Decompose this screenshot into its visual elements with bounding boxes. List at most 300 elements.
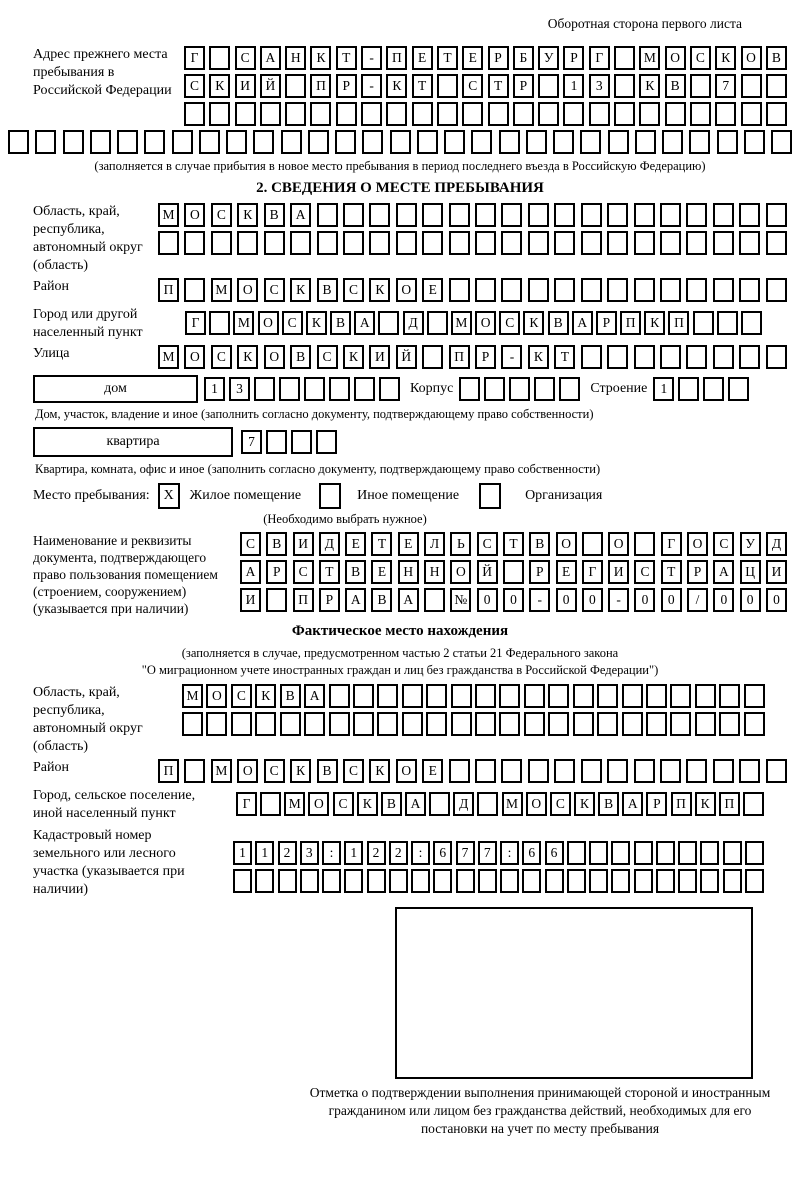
char-cell[interactable] — [581, 345, 602, 369]
char-cell[interactable] — [184, 759, 205, 783]
char-cell[interactable]: В — [330, 311, 351, 335]
char-cell[interactable]: О — [396, 759, 417, 783]
char-cell[interactable] — [343, 203, 364, 227]
char-cell[interactable]: П — [310, 74, 331, 98]
char-cell[interactable] — [581, 759, 602, 783]
char-cell[interactable] — [426, 712, 447, 736]
char-cell[interactable] — [266, 430, 287, 454]
char-cell[interactable] — [317, 231, 338, 255]
char-cell[interactable]: Б — [513, 46, 534, 70]
char-cell[interactable]: Т — [554, 345, 575, 369]
char-cell[interactable]: И — [369, 345, 390, 369]
char-cell[interactable]: 1 — [255, 841, 274, 865]
char-cell[interactable]: К — [255, 684, 276, 708]
char-cell[interactable] — [665, 102, 686, 126]
char-cell[interactable] — [678, 869, 697, 893]
char-cell[interactable] — [739, 759, 760, 783]
char-cell[interactable] — [335, 130, 356, 154]
char-cell[interactable] — [478, 869, 497, 893]
char-cell[interactable]: Т — [437, 46, 458, 70]
char-cell[interactable]: Р — [646, 792, 667, 816]
char-cell[interactable] — [456, 869, 475, 893]
char-cell[interactable] — [475, 684, 496, 708]
char-cell[interactable] — [322, 869, 341, 893]
char-cell[interactable] — [634, 759, 655, 783]
char-cell[interactable]: 0 — [477, 588, 498, 612]
char-cell[interactable] — [741, 102, 762, 126]
char-cell[interactable]: Й — [260, 74, 281, 98]
char-cell[interactable]: О — [237, 759, 258, 783]
char-cell[interactable]: К — [644, 311, 665, 335]
char-cell[interactable]: Ц — [740, 560, 761, 584]
char-cell[interactable] — [501, 203, 522, 227]
char-cell[interactable] — [475, 759, 496, 783]
char-cell[interactable] — [231, 712, 252, 736]
char-cell[interactable] — [686, 345, 707, 369]
char-cell[interactable]: К — [310, 46, 331, 70]
char-cell[interactable] — [475, 231, 496, 255]
char-cell[interactable] — [660, 278, 681, 302]
char-cell[interactable]: С — [211, 345, 232, 369]
char-cell[interactable] — [501, 759, 522, 783]
char-cell[interactable] — [329, 377, 350, 401]
char-cell[interactable]: Р — [336, 74, 357, 98]
char-cell[interactable] — [90, 130, 111, 154]
char-cell[interactable]: Д — [453, 792, 474, 816]
char-cell[interactable] — [686, 203, 707, 227]
char-cell[interactable] — [308, 130, 329, 154]
char-cell[interactable] — [741, 74, 762, 98]
char-cell[interactable]: О — [665, 46, 686, 70]
char-cell[interactable]: 6 — [433, 841, 452, 865]
char-cell[interactable]: 6 — [522, 841, 541, 865]
char-cell[interactable]: Г — [582, 560, 603, 584]
char-cell[interactable] — [538, 102, 559, 126]
char-cell[interactable]: И — [240, 588, 261, 612]
char-cell[interactable]: Г — [185, 311, 206, 335]
char-cell[interactable]: В — [665, 74, 686, 98]
char-cell[interactable] — [255, 712, 276, 736]
char-cell[interactable] — [567, 841, 586, 865]
char-cell[interactable]: П — [620, 311, 641, 335]
char-cell[interactable] — [634, 869, 653, 893]
char-cell[interactable] — [634, 532, 655, 556]
char-cell[interactable] — [462, 102, 483, 126]
char-cell[interactable]: О — [184, 345, 205, 369]
char-cell[interactable] — [488, 102, 509, 126]
char-cell[interactable]: С — [690, 46, 711, 70]
char-cell[interactable]: - — [361, 74, 382, 98]
char-cell[interactable] — [554, 759, 575, 783]
char-cell[interactable] — [656, 869, 675, 893]
char-cell[interactable]: В — [371, 588, 392, 612]
char-cell[interactable] — [209, 46, 230, 70]
char-cell[interactable] — [280, 712, 301, 736]
char-cell[interactable] — [563, 102, 584, 126]
char-cell[interactable]: Г — [236, 792, 257, 816]
char-cell[interactable]: С — [282, 311, 303, 335]
char-cell[interactable] — [449, 231, 470, 255]
char-cell[interactable]: А — [622, 792, 643, 816]
char-cell[interactable]: П — [668, 311, 689, 335]
char-cell[interactable]: С — [211, 203, 232, 227]
char-cell[interactable] — [471, 130, 492, 154]
char-cell[interactable]: К — [343, 345, 364, 369]
char-cell[interactable] — [548, 684, 569, 708]
char-cell[interactable]: А — [398, 588, 419, 612]
char-cell[interactable] — [206, 712, 227, 736]
char-cell[interactable]: К — [306, 311, 327, 335]
char-cell[interactable] — [316, 430, 337, 454]
char-cell[interactable]: Р — [266, 560, 287, 584]
char-cell[interactable] — [554, 278, 575, 302]
char-cell[interactable]: С — [343, 759, 364, 783]
char-cell[interactable]: 2 — [278, 841, 297, 865]
char-cell[interactable]: Д — [319, 532, 340, 556]
char-cell[interactable]: И — [608, 560, 629, 584]
char-cell[interactable] — [690, 74, 711, 98]
char-cell[interactable] — [634, 231, 655, 255]
char-cell[interactable] — [304, 377, 325, 401]
char-cell[interactable] — [300, 869, 319, 893]
char-cell[interactable]: П — [719, 792, 740, 816]
char-cell[interactable]: К — [715, 46, 736, 70]
char-cell[interactable]: П — [293, 588, 314, 612]
char-cell[interactable] — [172, 130, 193, 154]
char-cell[interactable] — [402, 712, 423, 736]
char-cell[interactable] — [713, 278, 734, 302]
char-cell[interactable] — [719, 712, 740, 736]
char-cell[interactable]: Д — [403, 311, 424, 335]
char-cell[interactable]: М — [451, 311, 472, 335]
char-cell[interactable] — [581, 203, 602, 227]
char-cell[interactable] — [744, 684, 765, 708]
char-cell[interactable]: - — [361, 46, 382, 70]
char-cell[interactable]: Е — [398, 532, 419, 556]
char-cell[interactable]: О — [450, 560, 471, 584]
char-cell[interactable] — [646, 684, 667, 708]
char-cell[interactable] — [503, 560, 524, 584]
char-cell[interactable]: С — [240, 532, 261, 556]
char-cell[interactable]: 7 — [715, 74, 736, 98]
char-cell[interactable] — [184, 102, 205, 126]
char-cell[interactable] — [715, 102, 736, 126]
char-cell[interactable]: Н — [285, 46, 306, 70]
char-cell[interactable]: Й — [477, 560, 498, 584]
char-cell[interactable]: А — [572, 311, 593, 335]
char-cell[interactable] — [723, 869, 742, 893]
char-cell[interactable]: С — [264, 278, 285, 302]
char-cell[interactable] — [278, 869, 297, 893]
char-cell[interactable] — [433, 869, 452, 893]
char-cell[interactable] — [739, 203, 760, 227]
char-cell[interactable]: О — [206, 684, 227, 708]
char-cell[interactable] — [678, 841, 697, 865]
char-cell[interactable] — [353, 712, 374, 736]
char-cell[interactable] — [719, 684, 740, 708]
char-cell[interactable] — [528, 203, 549, 227]
char-cell[interactable]: М — [233, 311, 254, 335]
char-cell[interactable] — [329, 684, 350, 708]
char-cell[interactable]: 0 — [582, 588, 603, 612]
char-cell[interactable]: П — [158, 759, 179, 783]
char-cell[interactable] — [766, 345, 787, 369]
char-cell[interactable]: С — [713, 532, 734, 556]
char-cell[interactable] — [589, 841, 608, 865]
char-cell[interactable]: О — [258, 311, 279, 335]
char-cell[interactable]: С — [333, 792, 354, 816]
char-cell[interactable] — [700, 869, 719, 893]
char-cell[interactable] — [524, 712, 545, 736]
char-cell[interactable]: В — [345, 560, 366, 584]
char-cell[interactable]: Е — [462, 46, 483, 70]
char-cell[interactable] — [745, 869, 764, 893]
char-cell[interactable] — [233, 869, 252, 893]
char-cell[interactable]: 2 — [367, 841, 386, 865]
char-cell[interactable] — [690, 102, 711, 126]
char-cell[interactable] — [766, 74, 787, 98]
char-cell[interactable] — [199, 130, 220, 154]
char-cell[interactable] — [389, 869, 408, 893]
char-cell[interactable] — [607, 203, 628, 227]
char-cell[interactable]: Е — [422, 278, 443, 302]
char-cell[interactable] — [158, 231, 179, 255]
char-cell[interactable] — [766, 231, 787, 255]
char-cell[interactable]: О — [475, 311, 496, 335]
char-cell[interactable]: О — [608, 532, 629, 556]
char-cell[interactable]: Т — [412, 74, 433, 98]
char-cell[interactable] — [499, 684, 520, 708]
char-cell[interactable]: К — [695, 792, 716, 816]
char-cell[interactable] — [589, 869, 608, 893]
char-cell[interactable]: И — [766, 560, 787, 584]
char-cell[interactable] — [417, 130, 438, 154]
char-cell[interactable] — [260, 792, 281, 816]
char-cell[interactable] — [422, 203, 443, 227]
char-cell[interactable] — [524, 684, 545, 708]
char-cell[interactable]: С — [317, 345, 338, 369]
char-cell[interactable] — [723, 841, 742, 865]
char-cell[interactable]: Л — [424, 532, 445, 556]
char-cell[interactable]: Н — [424, 560, 445, 584]
char-cell[interactable]: Р — [529, 560, 550, 584]
char-cell[interactable] — [63, 130, 84, 154]
char-cell[interactable]: 7 — [456, 841, 475, 865]
char-cell[interactable]: Е — [345, 532, 366, 556]
char-cell[interactable]: В — [766, 46, 787, 70]
char-cell[interactable] — [117, 130, 138, 154]
char-cell[interactable] — [144, 130, 165, 154]
char-cell[interactable]: Е — [422, 759, 443, 783]
char-cell[interactable] — [728, 377, 749, 401]
char-cell[interactable]: К — [237, 203, 258, 227]
char-cell[interactable] — [235, 102, 256, 126]
char-cell[interactable] — [528, 231, 549, 255]
char-cell[interactable] — [589, 102, 610, 126]
char-cell[interactable] — [451, 712, 472, 736]
char-cell[interactable] — [660, 203, 681, 227]
char-cell[interactable] — [634, 345, 655, 369]
char-cell[interactable] — [429, 792, 450, 816]
char-cell[interactable] — [713, 203, 734, 227]
char-cell[interactable] — [396, 231, 417, 255]
char-cell[interactable] — [567, 869, 586, 893]
char-cell[interactable]: К — [523, 311, 544, 335]
char-cell[interactable] — [353, 684, 374, 708]
char-cell[interactable] — [367, 869, 386, 893]
char-cell[interactable] — [499, 712, 520, 736]
char-cell[interactable] — [695, 712, 716, 736]
char-cell[interactable]: № — [450, 588, 471, 612]
char-cell[interactable] — [369, 203, 390, 227]
char-cell[interactable]: С — [231, 684, 252, 708]
char-cell[interactable] — [581, 278, 602, 302]
char-cell[interactable] — [607, 231, 628, 255]
char-cell[interactable]: В — [548, 311, 569, 335]
char-cell[interactable] — [766, 759, 787, 783]
char-cell[interactable]: 1 — [233, 841, 252, 865]
char-cell[interactable]: С — [634, 560, 655, 584]
char-cell[interactable] — [670, 684, 691, 708]
char-cell[interactable] — [386, 102, 407, 126]
char-cell[interactable]: Т — [336, 46, 357, 70]
char-cell[interactable] — [526, 130, 547, 154]
char-cell[interactable] — [390, 130, 411, 154]
char-cell[interactable]: 1 — [563, 74, 584, 98]
char-cell[interactable] — [449, 203, 470, 227]
char-cell[interactable] — [739, 345, 760, 369]
char-cell[interactable]: И — [293, 532, 314, 556]
char-cell[interactable] — [377, 684, 398, 708]
char-cell[interactable]: С — [264, 759, 285, 783]
char-cell[interactable] — [226, 130, 247, 154]
char-cell[interactable] — [412, 102, 433, 126]
char-cell[interactable]: Е — [556, 560, 577, 584]
char-cell[interactable] — [608, 130, 629, 154]
char-cell[interactable] — [211, 231, 232, 255]
char-cell[interactable]: Н — [398, 560, 419, 584]
char-cell[interactable] — [253, 130, 274, 154]
char-cell[interactable]: У — [538, 46, 559, 70]
char-cell[interactable] — [285, 74, 306, 98]
char-cell[interactable]: П — [449, 345, 470, 369]
char-cell[interactable]: А — [345, 588, 366, 612]
char-cell[interactable]: П — [386, 46, 407, 70]
char-cell[interactable]: С — [293, 560, 314, 584]
char-cell[interactable] — [548, 712, 569, 736]
char-cell[interactable]: К — [237, 345, 258, 369]
char-cell[interactable] — [689, 130, 710, 154]
char-cell[interactable]: 0 — [556, 588, 577, 612]
char-cell[interactable]: 6 — [545, 841, 564, 865]
stay-type-checkbox-residential[interactable]: X — [158, 483, 180, 509]
char-cell[interactable] — [449, 759, 470, 783]
char-cell[interactable]: П — [671, 792, 692, 816]
char-cell[interactable] — [343, 231, 364, 255]
char-cell[interactable]: В — [598, 792, 619, 816]
char-cell[interactable] — [713, 345, 734, 369]
char-cell[interactable]: Е — [412, 46, 433, 70]
stay-type-checkbox-other[interactable] — [319, 483, 341, 509]
char-cell[interactable] — [475, 278, 496, 302]
char-cell[interactable] — [582, 532, 603, 556]
char-cell[interactable] — [281, 130, 302, 154]
char-cell[interactable] — [427, 311, 448, 335]
char-cell[interactable]: М — [502, 792, 523, 816]
char-cell[interactable] — [437, 74, 458, 98]
char-cell[interactable] — [264, 231, 285, 255]
char-cell[interactable] — [378, 311, 399, 335]
char-cell[interactable] — [739, 278, 760, 302]
char-cell[interactable]: Т — [371, 532, 392, 556]
char-cell[interactable] — [660, 345, 681, 369]
char-cell[interactable]: К — [357, 792, 378, 816]
char-cell[interactable]: С — [184, 74, 205, 98]
char-cell[interactable] — [670, 712, 691, 736]
char-cell[interactable] — [607, 278, 628, 302]
char-cell[interactable]: А — [304, 684, 325, 708]
char-cell[interactable] — [686, 759, 707, 783]
char-cell[interactable]: О — [687, 532, 708, 556]
char-cell[interactable]: Е — [371, 560, 392, 584]
char-cell[interactable] — [522, 869, 541, 893]
char-cell[interactable]: О — [264, 345, 285, 369]
char-cell[interactable] — [573, 684, 594, 708]
char-cell[interactable]: Р — [596, 311, 617, 335]
char-cell[interactable]: Т — [319, 560, 340, 584]
char-cell[interactable] — [509, 377, 530, 401]
char-cell[interactable] — [703, 377, 724, 401]
char-cell[interactable] — [660, 231, 681, 255]
char-cell[interactable]: С — [235, 46, 256, 70]
char-cell[interactable] — [184, 278, 205, 302]
char-cell[interactable] — [317, 203, 338, 227]
char-cell[interactable]: В — [317, 278, 338, 302]
char-cell[interactable] — [614, 74, 635, 98]
char-cell[interactable]: М — [182, 684, 203, 708]
char-cell[interactable] — [459, 377, 480, 401]
char-cell[interactable]: О — [526, 792, 547, 816]
char-cell[interactable] — [741, 311, 762, 335]
char-cell[interactable] — [554, 231, 575, 255]
char-cell[interactable] — [369, 231, 390, 255]
char-cell[interactable]: 3 — [300, 841, 319, 865]
char-cell[interactable] — [254, 377, 275, 401]
char-cell[interactable] — [237, 231, 258, 255]
char-cell[interactable]: У — [740, 532, 761, 556]
char-cell[interactable]: 0 — [740, 588, 761, 612]
char-cell[interactable] — [693, 311, 714, 335]
char-cell[interactable] — [545, 869, 564, 893]
char-cell[interactable] — [634, 203, 655, 227]
char-cell[interactable]: В — [290, 345, 311, 369]
char-cell[interactable]: К — [528, 345, 549, 369]
char-cell[interactable]: 0 — [713, 588, 734, 612]
char-cell[interactable] — [554, 203, 575, 227]
char-cell[interactable]: Г — [184, 46, 205, 70]
char-cell[interactable] — [528, 278, 549, 302]
char-cell[interactable]: 0 — [634, 588, 655, 612]
char-cell[interactable]: Ь — [450, 532, 471, 556]
char-cell[interactable] — [717, 311, 738, 335]
char-cell[interactable]: И — [235, 74, 256, 98]
char-cell[interactable]: 2 — [389, 841, 408, 865]
char-cell[interactable] — [396, 203, 417, 227]
char-cell[interactable] — [344, 869, 363, 893]
char-cell[interactable] — [475, 203, 496, 227]
char-cell[interactable]: М — [211, 278, 232, 302]
char-cell[interactable] — [260, 102, 281, 126]
